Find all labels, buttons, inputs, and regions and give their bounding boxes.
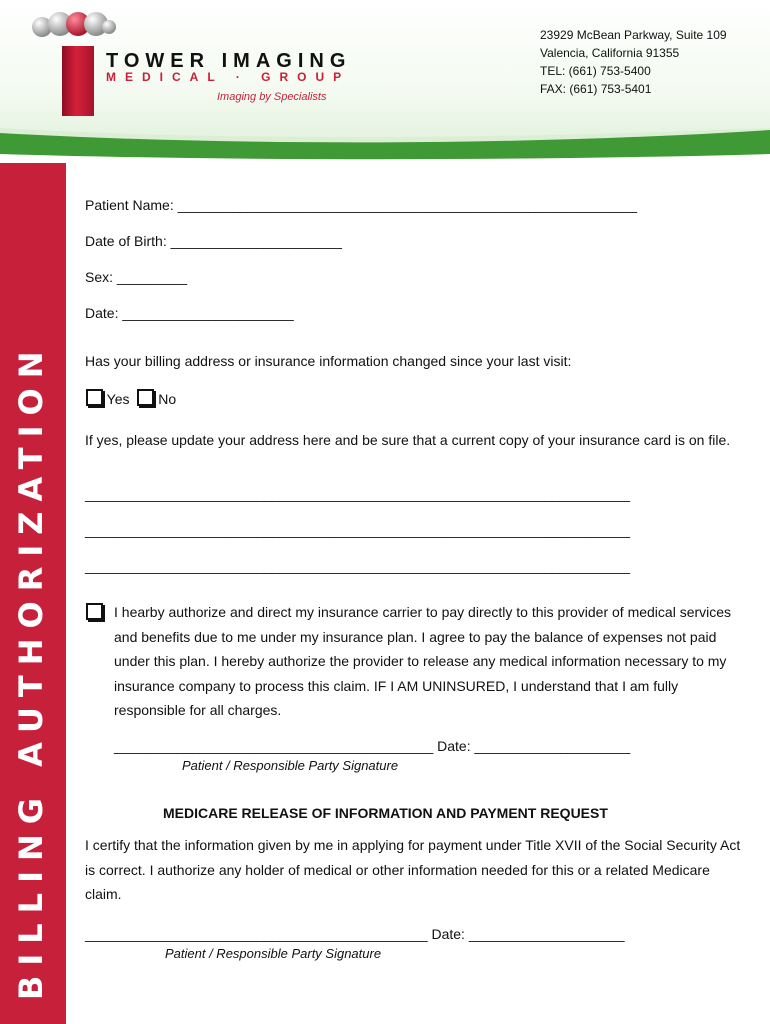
dob-field[interactable]: Date of Birth: ______________________: [85, 233, 342, 249]
yes-no-options: [86, 389, 176, 407]
address-blank-1[interactable]: ______________________________________________________________________: [85, 486, 631, 502]
contact-block: [540, 26, 727, 98]
signature-line-1[interactable]: _________________________________________ Date: ____________________: [114, 738, 631, 754]
yes-checkbox[interactable]: [86, 389, 103, 406]
logo-pillar: [62, 46, 94, 116]
fax: FAX: (661) 753-5401: [540, 82, 652, 96]
yes-label: Yes: [106, 391, 130, 407]
sex-field[interactable]: Sex: _________: [85, 269, 187, 285]
date-field[interactable]: Date: ______________________: [85, 305, 294, 321]
signature-label-2: Patient / Responsible Party Signature: [165, 946, 382, 961]
address-line-2: Valencia, California 91355: [540, 46, 680, 60]
logo-spheres-icon: [30, 10, 116, 40]
signature-label-1: Patient / Responsible Party Signature: [182, 758, 399, 773]
no-checkbox[interactable]: [137, 389, 154, 406]
address-blank-3[interactable]: ______________________________________________________________________: [85, 558, 631, 574]
no-label: No: [158, 391, 177, 407]
change-question: Has your billing address or insurance information changed since your last visit:: [85, 353, 572, 369]
signature-line-2[interactable]: ____________________________________________ Date: ____________________: [85, 926, 625, 942]
update-instructions: If yes, please update your address here and be sure that a current copy of your insurance card is on file.: [85, 432, 731, 448]
sidebar-title: BILLING AUTHORIZATION: [12, 341, 50, 1000]
brand-name: TOWER IMAGING: [106, 50, 352, 72]
brand-subtitle: MEDICAL · GROUP: [106, 70, 351, 84]
address-blank-2[interactable]: ______________________________________________________________________: [85, 522, 631, 538]
medicare-text: I certify that the information given by me in applying for payment under Title XVII of the Social Security Act is correct. I authorize any holder of medical or other information needed for this or a related Medicare claim.: [85, 837, 741, 903]
letterhead: [0, 0, 770, 165]
patient-name-field[interactable]: Patient Name: ___________________________________________________________: [85, 197, 637, 213]
tagline: Imaging by Specialists: [217, 91, 327, 103]
address-line-1: 23929 McBean Parkway, Suite 109: [540, 28, 727, 42]
medicare-heading: MEDICARE RELEASE OF INFORMATION AND PAYMENT REQUEST: [163, 805, 608, 821]
authorization-text: I hearby authorize and direct my insurance carrier to pay directly to this provider of medical services and benefits due to me under my insurance plan. I agree to pay the balance of expenses not paid under this plan. I hereby authorize the provider to release any medical information necessary to my insurance company to process this claim. IF I AM UNINSURED, I understand that I am fully responsible for all charges.: [114, 604, 732, 719]
telephone: TEL: (661) 753-5400: [540, 64, 651, 78]
authorize-checkbox[interactable]: [86, 603, 103, 620]
